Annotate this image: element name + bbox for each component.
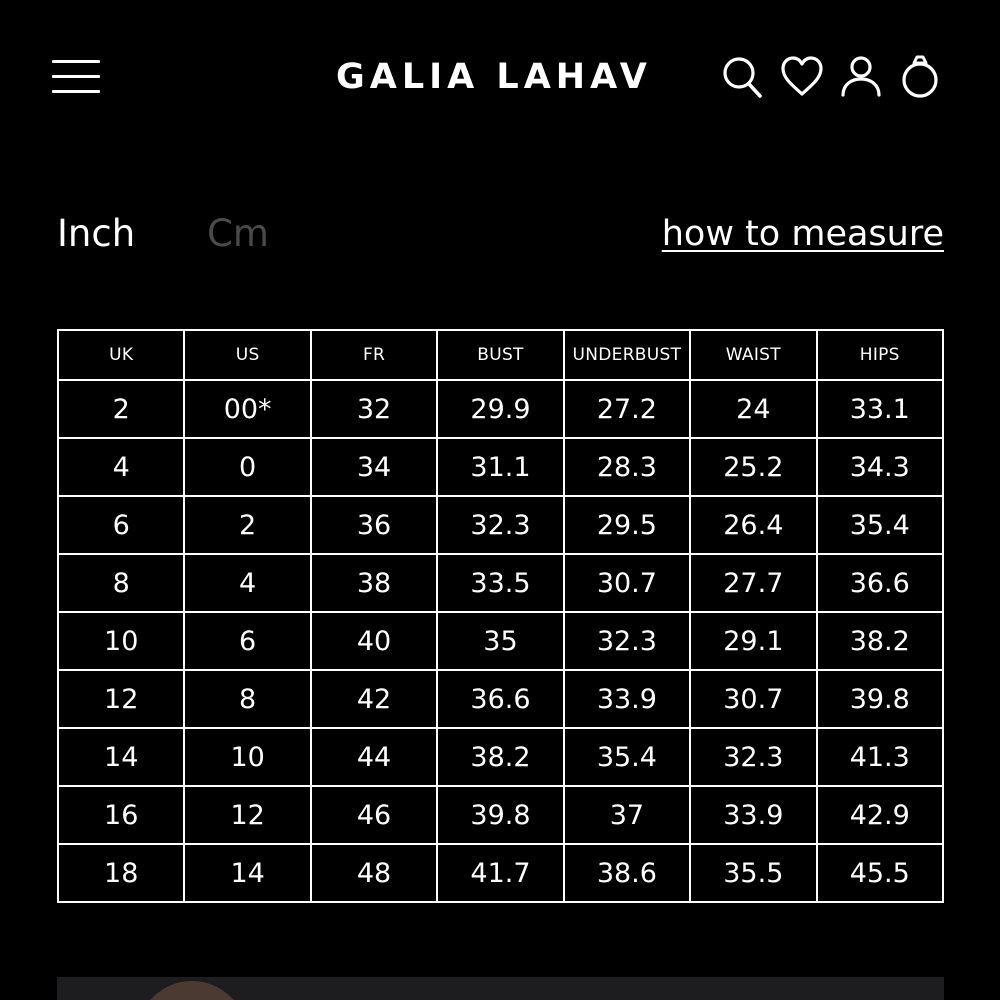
table-row xyxy=(58,844,943,902)
table-cell: 16 xyxy=(58,786,184,844)
column-header: BUST xyxy=(437,330,563,380)
table-cell: 8 xyxy=(58,554,184,612)
table-cell: 14 xyxy=(184,844,310,902)
column-header: UNDERBUST xyxy=(564,330,690,380)
table-cell: 41.3 xyxy=(817,728,943,786)
table-cell: 33.9 xyxy=(690,786,816,844)
table-cell: 6 xyxy=(58,496,184,554)
table-cell: 32 xyxy=(311,380,437,438)
table-row xyxy=(58,554,943,612)
table-body xyxy=(58,380,943,902)
table-cell: 40 xyxy=(311,612,437,670)
table-row xyxy=(58,380,943,438)
search-icon[interactable] xyxy=(720,54,764,100)
table-cell: 37 xyxy=(564,786,690,844)
table-cell: 38 xyxy=(311,554,437,612)
table-cell: 14 xyxy=(58,728,184,786)
table-cell: 0 xyxy=(184,438,310,496)
table-cell: 36.6 xyxy=(437,670,563,728)
table-cell: 29.5 xyxy=(564,496,690,554)
table-cell: 30.7 xyxy=(690,670,816,728)
size-chart-table xyxy=(57,329,944,903)
table-cell: 34.3 xyxy=(817,438,943,496)
table-cell: 29.9 xyxy=(437,380,563,438)
table-cell: 2 xyxy=(58,380,184,438)
table-cell: 12 xyxy=(184,786,310,844)
table-header-row xyxy=(58,330,943,380)
model-photo-fragment xyxy=(137,981,247,1000)
column-header: US xyxy=(184,330,310,380)
table-cell: 35 xyxy=(437,612,563,670)
table-cell: 32.3 xyxy=(564,612,690,670)
column-header: FR xyxy=(311,330,437,380)
table-row xyxy=(58,496,943,554)
table-cell: 36 xyxy=(311,496,437,554)
table-cell: 39.8 xyxy=(437,786,563,844)
table-cell: 8 xyxy=(184,670,310,728)
table-row xyxy=(58,612,943,670)
table-cell: 42.9 xyxy=(817,786,943,844)
table-cell: 39.8 xyxy=(817,670,943,728)
brand-logo[interactable]: GALIA LAHAV xyxy=(336,57,652,97)
table-cell: 4 xyxy=(184,554,310,612)
table-row xyxy=(58,786,943,844)
table-cell: 27.2 xyxy=(564,380,690,438)
table-cell: 18 xyxy=(58,844,184,902)
table-cell: 27.7 xyxy=(690,554,816,612)
table-row xyxy=(58,728,943,786)
table-cell: 6 xyxy=(184,612,310,670)
table-cell: 41.7 xyxy=(437,844,563,902)
table-cell: 2 xyxy=(184,496,310,554)
table-cell: 34 xyxy=(311,438,437,496)
table-cell: 35.4 xyxy=(564,728,690,786)
unit-toggle-cm[interactable]: Cm xyxy=(207,212,269,255)
table-cell: 4 xyxy=(58,438,184,496)
how-to-measure-link[interactable]: how to measure xyxy=(661,214,944,254)
table-cell: 30.7 xyxy=(564,554,690,612)
table-cell: 31.1 xyxy=(437,438,563,496)
table-cell: 44 xyxy=(311,728,437,786)
product-image xyxy=(57,977,944,1000)
table-cell: 35.4 xyxy=(817,496,943,554)
column-header: WAIST xyxy=(690,330,816,380)
table-cell: 28.3 xyxy=(564,438,690,496)
table-row xyxy=(58,438,943,496)
table-cell: 26.4 xyxy=(690,496,816,554)
table-cell: 35.5 xyxy=(690,844,816,902)
table-cell: 25.2 xyxy=(690,438,816,496)
table-cell: 29.1 xyxy=(690,612,816,670)
table-cell: 36.6 xyxy=(817,554,943,612)
table-cell: 48 xyxy=(311,844,437,902)
table-cell: 32.3 xyxy=(437,496,563,554)
table-cell: 33.9 xyxy=(564,670,690,728)
site-header xyxy=(0,0,1000,150)
user-icon[interactable] xyxy=(839,54,883,100)
table-cell: 32.3 xyxy=(690,728,816,786)
table-cell: 42 xyxy=(311,670,437,728)
table-cell: 38.2 xyxy=(817,612,943,670)
table-cell: 46 xyxy=(311,786,437,844)
table-cell: 24 xyxy=(690,380,816,438)
ring-icon[interactable] xyxy=(898,54,942,100)
table-row xyxy=(58,670,943,728)
menu-icon[interactable] xyxy=(52,60,100,94)
table-cell: 45.5 xyxy=(817,844,943,902)
table-cell: 38.2 xyxy=(437,728,563,786)
table-cell: 33.5 xyxy=(437,554,563,612)
table-cell: 00* xyxy=(184,380,310,438)
heart-icon[interactable] xyxy=(780,54,824,100)
column-header: HIPS xyxy=(817,330,943,380)
table-cell: 33.1 xyxy=(817,380,943,438)
table-cell: 12 xyxy=(58,670,184,728)
unit-toggle-inch[interactable]: Inch xyxy=(57,212,136,255)
column-header: UK xyxy=(58,330,184,380)
table-cell: 38.6 xyxy=(564,844,690,902)
table-cell: 10 xyxy=(184,728,310,786)
table-cell: 10 xyxy=(58,612,184,670)
